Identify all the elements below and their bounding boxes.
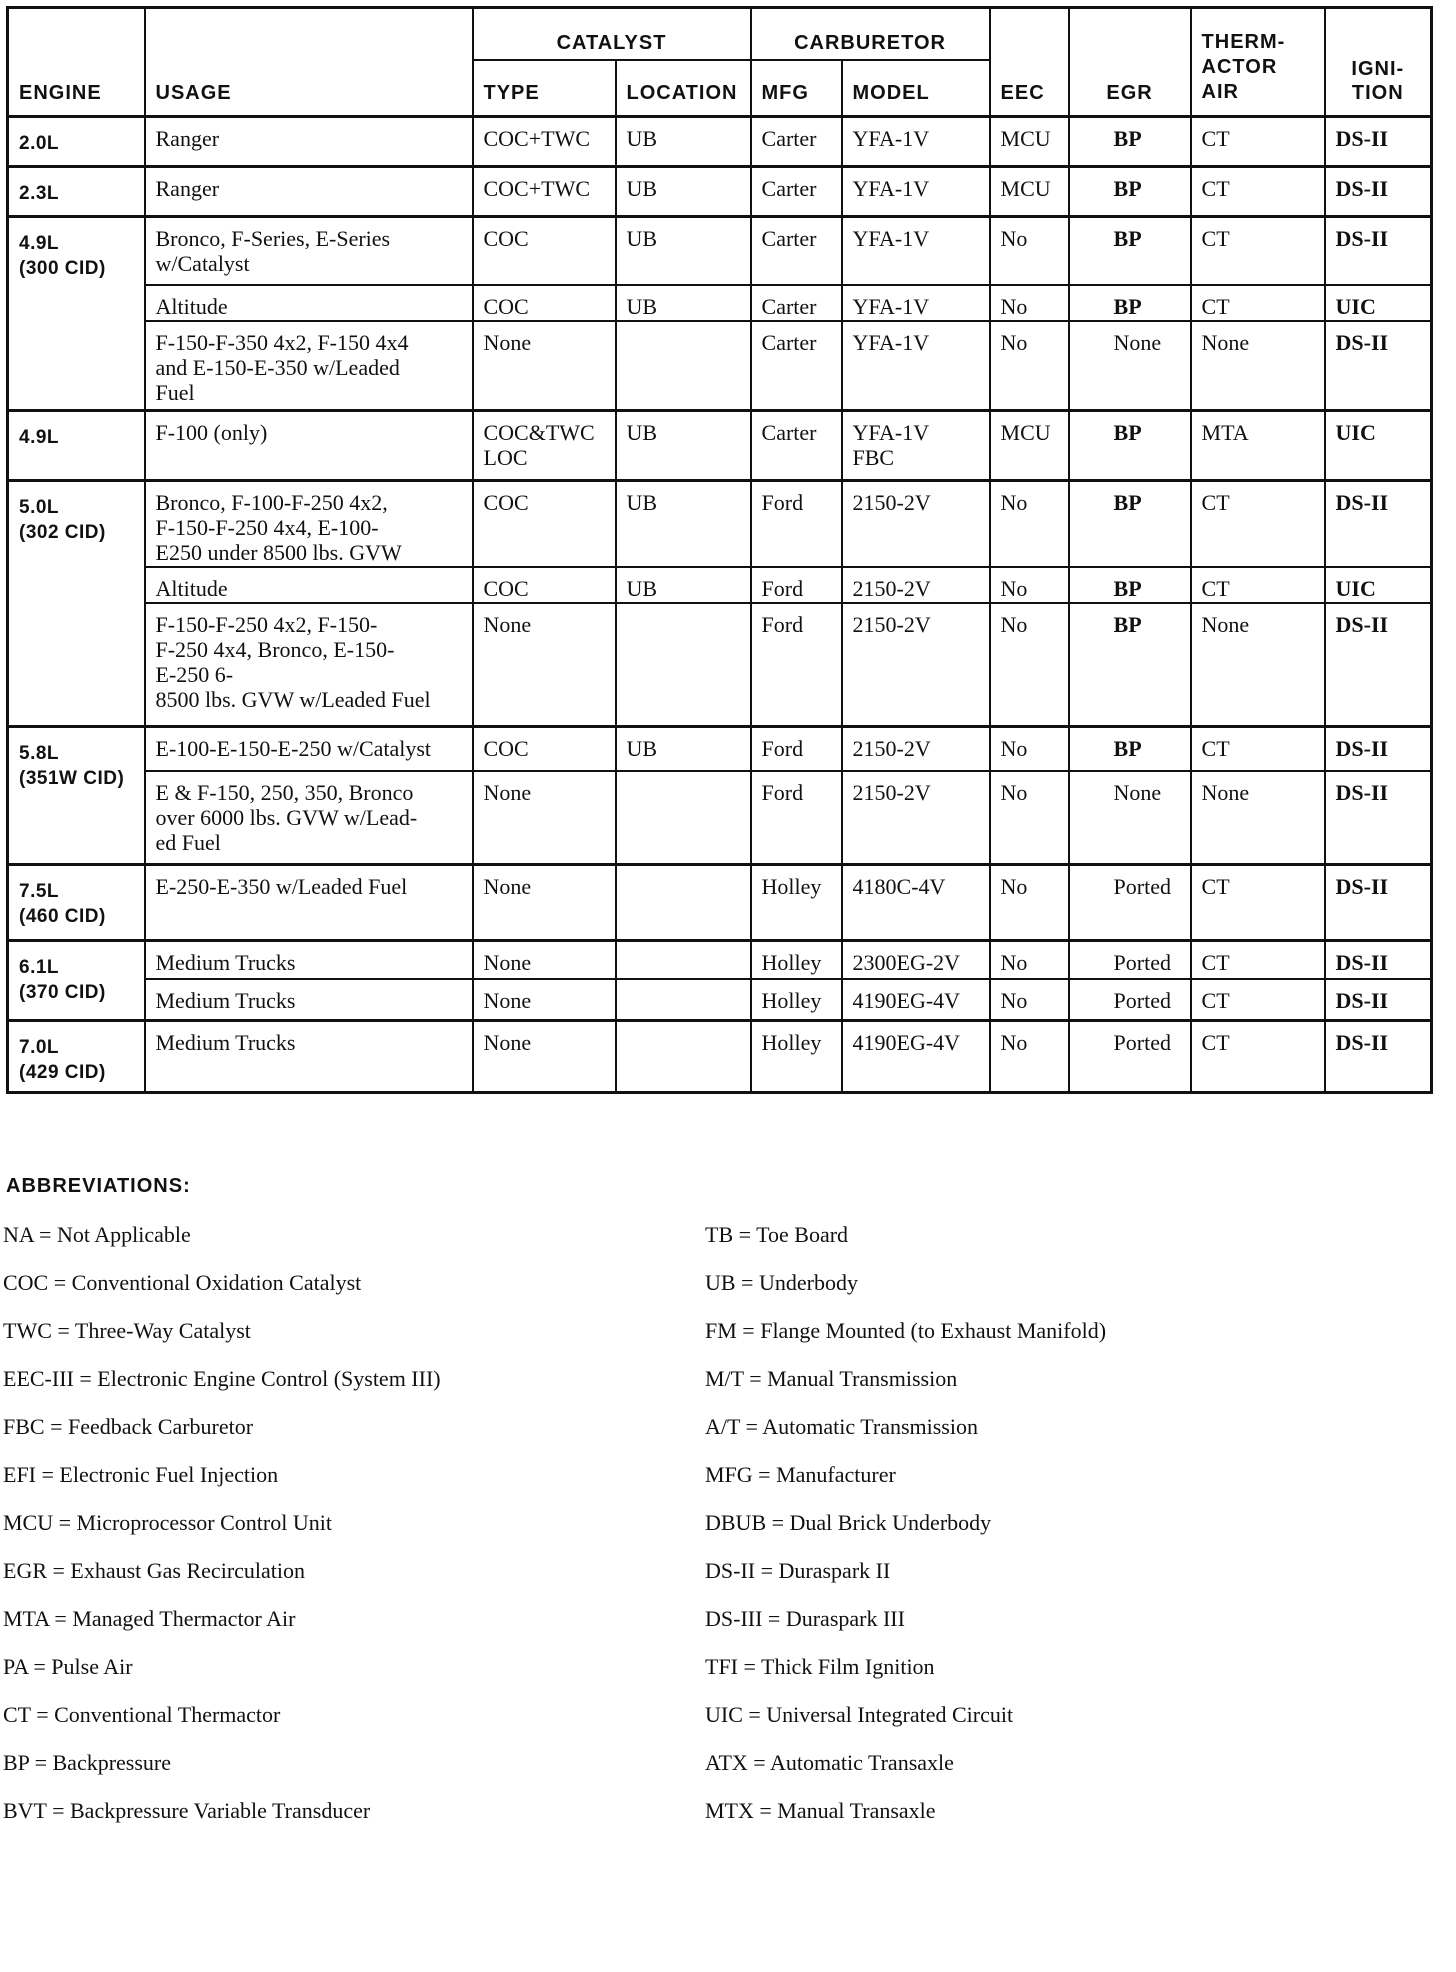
- header-catalyst-location: LOCATION: [616, 60, 751, 117]
- ignition-cell: DS-II: [1325, 727, 1432, 771]
- usage-cell: Medium Trucks: [145, 941, 473, 979]
- abbreviation-item: CT = Conventional Thermactor: [3, 1702, 281, 1727]
- carb-mfg-cell: Ford: [751, 771, 842, 865]
- catalyst-location-cell: [616, 1021, 751, 1093]
- header-thermactor-air: THERM- ACTOR AIR: [1191, 8, 1325, 117]
- usage-cell: Ranger: [145, 167, 473, 217]
- table-row: [8, 771, 1432, 865]
- abbreviations-left-column: [3, 1222, 441, 1846]
- abbreviation-item: TB = Toe Board: [705, 1222, 849, 1247]
- emissions-spec-table: [6, 6, 1433, 1094]
- engine-cell: 7.0L (429 CID): [8, 1021, 145, 1093]
- carb-mfg-cell: Carter: [751, 321, 842, 411]
- catalyst-location-cell: UB: [616, 727, 751, 771]
- abbreviation-item: A/T = Automatic Transmission: [705, 1414, 978, 1439]
- ignition-cell: DS-II: [1325, 865, 1432, 941]
- abbreviation-item: MTA = Managed Thermactor Air: [3, 1606, 296, 1631]
- catalyst-type-cell: COC: [473, 567, 616, 603]
- thermactor-air-cell: CT: [1191, 1021, 1325, 1093]
- abbreviation-item: MTX = Manual Transaxle: [705, 1798, 936, 1823]
- table-row: [8, 481, 1432, 567]
- catalyst-type-cell: None: [473, 321, 616, 411]
- eec-cell: No: [990, 481, 1069, 567]
- egr-cell: Ported: [1069, 1021, 1191, 1093]
- catalyst-location-cell: UB: [616, 411, 751, 481]
- thermactor-air-cell: None: [1191, 603, 1325, 727]
- catalyst-location-cell: UB: [616, 217, 751, 285]
- table-row: [8, 979, 1432, 1021]
- catalyst-type-cell: COC&TWC LOC: [473, 411, 616, 481]
- ignition-cell: DS-II: [1325, 603, 1432, 727]
- table-row: [8, 285, 1432, 321]
- usage-cell: E-100-E-150-E-250 w/Catalyst: [145, 727, 473, 771]
- carb-mfg-cell: Holley: [751, 979, 842, 1021]
- catalyst-location-cell: UB: [616, 117, 751, 167]
- engine-cell: 5.8L (351W CID): [8, 727, 145, 865]
- engine-cell: 6.1L (370 CID): [8, 941, 145, 1021]
- catalyst-location-cell: [616, 941, 751, 979]
- carb-model-cell: YFA-1V: [842, 117, 990, 167]
- engine-cell: 5.0L (302 CID): [8, 481, 145, 727]
- table-row: [8, 865, 1432, 941]
- spec-table-body: [8, 117, 1432, 1093]
- catalyst-type-cell: COC: [473, 217, 616, 285]
- engine-cell: 4.9L (300 CID): [8, 217, 145, 411]
- usage-cell: F-150-F-350 4x2, F-150 4x4 and E-150-E-350 w/Leaded Fuel: [145, 321, 473, 411]
- thermactor-air-cell: CT: [1191, 865, 1325, 941]
- thermactor-air-cell: CT: [1191, 567, 1325, 603]
- eec-cell: MCU: [990, 167, 1069, 217]
- carb-model-cell: 2300EG-2V: [842, 941, 990, 979]
- egr-cell: Ported: [1069, 979, 1191, 1021]
- abbreviation-item: TWC = Three-Way Catalyst: [3, 1318, 251, 1343]
- thermactor-air-cell: None: [1191, 771, 1325, 865]
- header-eec: EEC: [990, 8, 1069, 117]
- carb-model-cell: 4180C-4V: [842, 865, 990, 941]
- usage-cell: Altitude: [145, 285, 473, 321]
- abbreviation-item: PA = Pulse Air: [3, 1654, 133, 1679]
- carb-mfg-cell: Carter: [751, 411, 842, 481]
- catalyst-location-cell: UB: [616, 481, 751, 567]
- eec-cell: No: [990, 727, 1069, 771]
- table-row: [8, 941, 1432, 979]
- header-catalyst-type: TYPE: [473, 60, 616, 117]
- eec-cell: MCU: [990, 411, 1069, 481]
- ignition-cell: DS-II: [1325, 941, 1432, 979]
- ignition-cell: DS-II: [1325, 481, 1432, 567]
- catalyst-location-cell: [616, 603, 751, 727]
- table-row: [8, 167, 1432, 217]
- usage-cell: E-250-E-350 w/Leaded Fuel: [145, 865, 473, 941]
- carb-model-cell: YFA-1V: [842, 285, 990, 321]
- carb-model-cell: 2150-2V: [842, 481, 990, 567]
- carb-model-cell: 2150-2V: [842, 567, 990, 603]
- usage-cell: F-100 (only): [145, 411, 473, 481]
- carb-mfg-cell: Carter: [751, 285, 842, 321]
- catalyst-type-cell: COC+TWC: [473, 167, 616, 217]
- abbreviation-item: ATX = Automatic Transaxle: [705, 1750, 954, 1775]
- abbreviation-item: DS-II = Duraspark II: [705, 1558, 891, 1583]
- carb-mfg-cell: Carter: [751, 217, 842, 285]
- abbreviation-item: UB = Underbody: [705, 1270, 858, 1295]
- header-engine: ENGINE: [8, 8, 145, 117]
- ignition-cell: DS-II: [1325, 771, 1432, 865]
- table-row: [8, 321, 1432, 411]
- egr-cell: BP: [1069, 217, 1191, 285]
- carb-mfg-cell: Ford: [751, 481, 842, 567]
- header-carburetor: CARBURETOR: [751, 8, 990, 61]
- header-catalyst: CATALYST: [473, 8, 751, 61]
- abbreviations-title: ABBREVIATIONS:: [6, 1175, 191, 1197]
- abbreviation-item: TFI = Thick Film Ignition: [705, 1654, 935, 1679]
- eec-cell: No: [990, 603, 1069, 727]
- carb-mfg-cell: Ford: [751, 727, 842, 771]
- carb-mfg-cell: Holley: [751, 1021, 842, 1093]
- eec-cell: No: [990, 321, 1069, 411]
- thermactor-air-cell: CT: [1191, 167, 1325, 217]
- table-row: [8, 603, 1432, 727]
- table-row: [8, 411, 1432, 481]
- thermactor-air-cell: CT: [1191, 285, 1325, 321]
- header-usage: USAGE: [145, 8, 473, 117]
- catalyst-type-cell: COC: [473, 285, 616, 321]
- header-carb-mfg: MFG: [751, 60, 842, 117]
- table-row: [8, 217, 1432, 285]
- ignition-cell: DS-II: [1325, 321, 1432, 411]
- carb-model-cell: 2150-2V: [842, 727, 990, 771]
- egr-cell: Ported: [1069, 865, 1191, 941]
- catalyst-type-cell: None: [473, 941, 616, 979]
- abbreviation-item: FM = Flange Mounted (to Exhaust Manifold): [705, 1318, 1107, 1343]
- egr-cell: BP: [1069, 603, 1191, 727]
- carb-mfg-cell: Ford: [751, 567, 842, 603]
- eec-cell: No: [990, 217, 1069, 285]
- ignition-cell: UIC: [1325, 285, 1432, 321]
- thermactor-air-cell: CT: [1191, 941, 1325, 979]
- thermactor-air-cell: CT: [1191, 481, 1325, 567]
- usage-cell: Bronco, F-100-F-250 4x2, F-150-F-250 4x4, E-100- E250 under 8500 lbs. GVW: [145, 481, 473, 567]
- ignition-cell: DS-II: [1325, 167, 1432, 217]
- engine-cell: 2.3L: [8, 167, 145, 217]
- engine-cell: 4.9L: [8, 411, 145, 481]
- egr-cell: BP: [1069, 167, 1191, 217]
- carb-model-cell: 4190EG-4V: [842, 979, 990, 1021]
- thermactor-air-cell: CT: [1191, 217, 1325, 285]
- egr-cell: None: [1069, 321, 1191, 411]
- table-row: [8, 1021, 1432, 1093]
- header-ignition: IGNI- TION: [1325, 8, 1432, 117]
- egr-cell: None: [1069, 771, 1191, 865]
- catalyst-type-cell: None: [473, 1021, 616, 1093]
- engine-cell: 2.0L: [8, 117, 145, 167]
- catalyst-location-cell: UB: [616, 567, 751, 603]
- egr-cell: BP: [1069, 117, 1191, 167]
- usage-cell: E & F-150, 250, 350, Bronco over 6000 lbs. GVW w/Lead- ed Fuel: [145, 771, 473, 865]
- thermactor-air-cell: CT: [1191, 979, 1325, 1021]
- catalyst-location-cell: [616, 865, 751, 941]
- carb-model-cell: 2150-2V: [842, 603, 990, 727]
- usage-cell: Ranger: [145, 117, 473, 167]
- abbreviations-right-column: [705, 1222, 1106, 1846]
- thermactor-air-cell: None: [1191, 321, 1325, 411]
- egr-cell: BP: [1069, 727, 1191, 771]
- ignition-cell: DS-II: [1325, 979, 1432, 1021]
- catalyst-location-cell: [616, 321, 751, 411]
- catalyst-location-cell: UB: [616, 167, 751, 217]
- table-row: [8, 727, 1432, 771]
- table-row: [8, 117, 1432, 167]
- catalyst-location-cell: [616, 979, 751, 1021]
- abbreviation-item: EEC-III = Electronic Engine Control (System III): [3, 1366, 441, 1391]
- table-row: [8, 567, 1432, 603]
- ignition-cell: DS-II: [1325, 217, 1432, 285]
- carb-model-cell: 2150-2V: [842, 771, 990, 865]
- ignition-cell: UIC: [1325, 567, 1432, 603]
- usage-cell: Medium Trucks: [145, 1021, 473, 1093]
- eec-cell: No: [990, 771, 1069, 865]
- thermactor-air-cell: CT: [1191, 117, 1325, 167]
- carb-mfg-cell: Carter: [751, 117, 842, 167]
- eec-cell: No: [990, 567, 1069, 603]
- carb-mfg-cell: Carter: [751, 167, 842, 217]
- carb-model-cell: YFA-1V: [842, 217, 990, 285]
- carb-mfg-cell: Holley: [751, 941, 842, 979]
- catalyst-type-cell: None: [473, 771, 616, 865]
- eec-cell: No: [990, 1021, 1069, 1093]
- abbreviation-item: UIC = Universal Integrated Circuit: [705, 1702, 1014, 1727]
- engine-cell: 7.5L (460 CID): [8, 865, 145, 941]
- abbreviation-item: EFI = Electronic Fuel Injection: [3, 1462, 279, 1487]
- usage-cell: Medium Trucks: [145, 979, 473, 1021]
- egr-cell: BP: [1069, 285, 1191, 321]
- ignition-cell: UIC: [1325, 411, 1432, 481]
- carb-mfg-cell: Ford: [751, 603, 842, 727]
- carb-mfg-cell: Holley: [751, 865, 842, 941]
- header-carb-model: MODEL: [842, 60, 990, 117]
- carb-model-cell: YFA-1V FBC: [842, 411, 990, 481]
- thermactor-air-cell: MTA: [1191, 411, 1325, 481]
- abbreviation-item: BVT = Backpressure Variable Transducer: [3, 1798, 371, 1823]
- usage-cell: F-150-F-250 4x2, F-150- F-250 4x4, Bronco, E-150- E-250 6- 8500 lbs. GVW w/Leaded Fuel: [145, 603, 473, 727]
- abbreviation-item: M/T = Manual Transmission: [705, 1366, 958, 1391]
- egr-cell: BP: [1069, 411, 1191, 481]
- egr-cell: BP: [1069, 567, 1191, 603]
- abbreviation-item: MFG = Manufacturer: [705, 1462, 896, 1487]
- egr-cell: BP: [1069, 481, 1191, 567]
- catalyst-location-cell: [616, 771, 751, 865]
- carb-model-cell: 4190EG-4V: [842, 1021, 990, 1093]
- catalyst-type-cell: COC: [473, 727, 616, 771]
- eec-cell: No: [990, 285, 1069, 321]
- abbreviation-item: FBC = Feedback Carburetor: [3, 1414, 254, 1439]
- catalyst-type-cell: None: [473, 865, 616, 941]
- catalyst-type-cell: None: [473, 603, 616, 727]
- header-egr: EGR: [1069, 8, 1191, 117]
- usage-cell: Altitude: [145, 567, 473, 603]
- catalyst-type-cell: COC+TWC: [473, 117, 616, 167]
- eec-cell: No: [990, 941, 1069, 979]
- eec-cell: MCU: [990, 117, 1069, 167]
- catalyst-type-cell: None: [473, 979, 616, 1021]
- carb-model-cell: YFA-1V: [842, 167, 990, 217]
- abbreviation-item: EGR = Exhaust Gas Recirculation: [3, 1558, 306, 1583]
- abbreviation-item: MCU = Microprocessor Control Unit: [3, 1510, 332, 1535]
- abbreviation-item: DS-III = Duraspark III: [705, 1606, 905, 1631]
- carb-model-cell: YFA-1V: [842, 321, 990, 411]
- abbreviation-item: BP = Backpressure: [3, 1750, 172, 1775]
- ignition-cell: DS-II: [1325, 1021, 1432, 1093]
- abbreviation-item: COC = Conventional Oxidation Catalyst: [3, 1270, 362, 1295]
- ignition-cell: DS-II: [1325, 117, 1432, 167]
- catalyst-location-cell: UB: [616, 285, 751, 321]
- eec-cell: No: [990, 865, 1069, 941]
- abbreviation-item: NA = Not Applicable: [3, 1222, 191, 1247]
- eec-cell: No: [990, 979, 1069, 1021]
- thermactor-air-cell: CT: [1191, 727, 1325, 771]
- usage-cell: Bronco, F-Series, E-Series w/Catalyst: [145, 217, 473, 285]
- catalyst-type-cell: COC: [473, 481, 616, 567]
- abbreviation-item: DBUB = Dual Brick Underbody: [705, 1510, 992, 1535]
- egr-cell: Ported: [1069, 941, 1191, 979]
